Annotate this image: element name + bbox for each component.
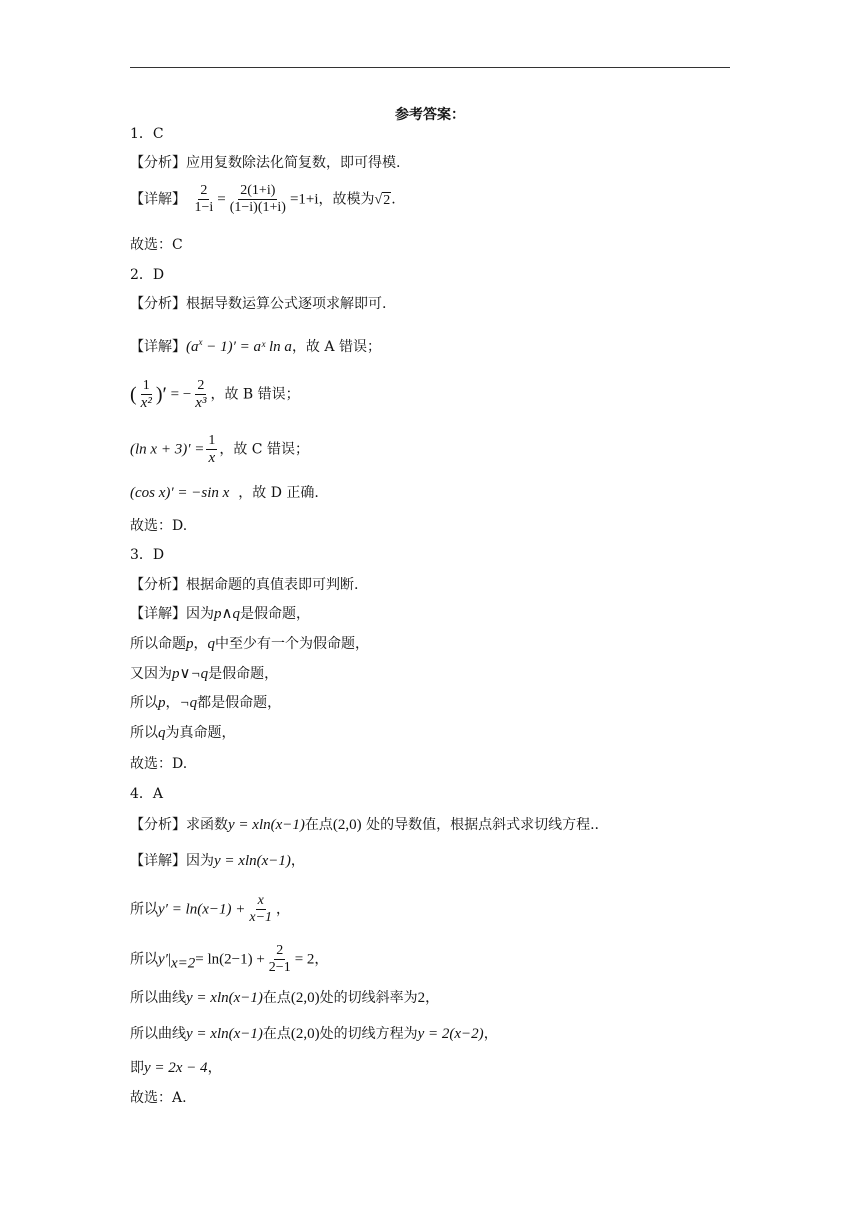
text: 处的导数值，根据点斜式求切线方程.. [361, 817, 599, 833]
right-paren: )′ [155, 383, 167, 406]
text: 处的切线方程为 [319, 1026, 418, 1042]
text: 所以曲线 [130, 1026, 186, 1042]
equals-sign: = [217, 191, 226, 208]
q2-detail-line1 [130, 332, 381, 357]
fraction-denominator: 2−1 [268, 960, 291, 975]
fraction-numerator: 2 [276, 943, 284, 958]
detail-label: 【详解】 [130, 339, 186, 355]
q2-line2-tail: ，故 B 错误； [210, 386, 300, 403]
text: 即 [130, 1060, 144, 1076]
q3-detail-line5 [130, 723, 236, 743]
subscript: x=2 [170, 955, 196, 972]
q2-answer: 故选：D. [130, 518, 188, 534]
detail-label: 【详解】 [130, 191, 186, 208]
q3-analysis [130, 575, 358, 595]
math-expression: y = xln(x−1) [186, 990, 263, 1006]
q1-tail-text: ，故模为 [318, 191, 375, 208]
math-expression: (2,0) [290, 1026, 320, 1042]
text: ， [290, 853, 305, 869]
q4-detail-line4 [130, 988, 439, 1008]
math-expression: p [186, 636, 194, 652]
text: 都是假命题， [197, 695, 282, 711]
math-expression: $(a^x - 1)'$ [186, 337, 240, 355]
math-expression: ¬q [179, 695, 198, 711]
q2-analysis [130, 294, 386, 314]
q1-detail [130, 183, 396, 216]
q4-detail-line5 [130, 1024, 498, 1044]
text: 所以命题 [130, 636, 186, 652]
math-expression: p∨¬q [172, 666, 209, 682]
math-expression: (2,0) [332, 817, 362, 833]
text: 是假命题， [239, 606, 310, 622]
math-expression: y = xln(x−1) [228, 817, 305, 833]
math-expression: 2 [417, 990, 426, 1006]
fraction [206, 433, 217, 466]
math-expression: q [207, 636, 215, 652]
q1-analysis [130, 153, 400, 173]
q2-number: 2．D [130, 267, 165, 283]
fraction-numerator: 2(1+i) [240, 183, 276, 198]
fraction [267, 943, 293, 976]
fraction [228, 183, 288, 216]
left-paren: ( [130, 383, 137, 406]
q3-answer: 故选：D. [130, 756, 188, 772]
text: ， [425, 990, 440, 1006]
text: 因为 [186, 606, 214, 622]
q4-detail-line3 [130, 943, 328, 976]
text: 在点 [262, 1026, 291, 1042]
sqrt-radicand: 2 [383, 192, 391, 208]
text: ， [165, 695, 180, 711]
q2-detail-line3 [130, 433, 309, 466]
sqrt-expression: √2 [374, 192, 391, 208]
fraction-numerator: 1 [208, 433, 216, 448]
q3-detail-line4 [130, 693, 281, 713]
math-expression: y′ [158, 951, 168, 968]
text: 为真命题， [165, 725, 236, 741]
q3-detail-line2 [130, 634, 369, 654]
q2-line3-tail: ，故 C 错误； [219, 441, 309, 458]
fraction [192, 183, 215, 216]
q3-detail-line1 [130, 604, 310, 624]
math-expression: = − [166, 386, 192, 403]
q2-detail-line4 [130, 483, 319, 503]
fraction-numerator: 2 [200, 183, 208, 198]
math-expression: y = xln(x−1) [214, 853, 291, 869]
text: 所以曲线 [130, 990, 186, 1006]
detail-label: 【详解】 [130, 606, 186, 622]
math-expression: (ln x + 3)′ = [130, 441, 205, 458]
math-expression: p [158, 695, 166, 711]
text: 因为 [186, 853, 214, 869]
analysis-label: 【分析】 [130, 296, 186, 312]
math-expression: (cos x)′ = −sin x [130, 485, 230, 501]
text: 又因为 [130, 666, 172, 682]
q4-answer: 故选：A. [130, 1090, 187, 1106]
text: 所以 [130, 695, 158, 711]
fraction-denominator: x [208, 450, 216, 466]
text: 所以 [130, 951, 158, 968]
q3-number: 3．D [130, 547, 165, 563]
text: 在点 [304, 817, 333, 833]
q4-detail-line1 [130, 851, 305, 871]
text: 是假命题， [208, 666, 279, 682]
text: 在点 [262, 990, 291, 1006]
q4-number: 4．A [130, 786, 164, 802]
fraction-numerator: 1 [142, 378, 150, 393]
analysis-label: 【分析】 [130, 155, 186, 171]
q2-line1-tail: ，故 A 错误； [291, 339, 381, 355]
math-expression: p∧q [214, 606, 240, 622]
text: 处的切线斜率为 [319, 990, 418, 1006]
fraction-denominator: (1−i)(1+i) [229, 200, 286, 215]
fraction [139, 378, 154, 411]
math-expression: y = 2(x−2) [417, 1026, 484, 1042]
math-expression: (2,0) [290, 990, 320, 1006]
evaluation-bar: | [167, 951, 171, 968]
header-rule [130, 67, 730, 68]
q4-analysis [130, 815, 599, 835]
math-expression: y = xln(x−1) [186, 1026, 263, 1042]
q2-analysis-text: 根据导数运算公式逐项求解即可. [186, 296, 387, 312]
text: 中至少有一个为假命题， [215, 636, 369, 652]
analysis-label: 【分析】 [130, 817, 186, 833]
math-expression: = aˣ ln a [239, 339, 292, 355]
text: 求函数 [186, 817, 228, 833]
q3-detail-line3 [130, 664, 278, 684]
text: ， [314, 951, 329, 968]
period: . [391, 191, 396, 208]
math-result: =1+i [289, 191, 319, 208]
fraction-denominator: x³ [195, 395, 207, 411]
q1-number: 1．C [130, 126, 164, 142]
text: ， [276, 901, 291, 918]
math-expression: y′ = ln(x−1) + [158, 901, 246, 918]
math-expression: = ln(2−1) + [195, 951, 265, 968]
detail-label: 【详解】 [130, 853, 186, 869]
fraction-numerator: 2 [197, 378, 205, 393]
fraction-numerator: x [257, 893, 264, 908]
analysis-label: 【分析】 [130, 577, 186, 593]
text: 所以 [130, 725, 158, 741]
math-expression: y = 2x − 4 [144, 1060, 208, 1076]
fraction [247, 893, 274, 926]
math-expression: q [158, 725, 166, 741]
q1-analysis-text: 应用复数除法化简复数，即可得模. [186, 155, 401, 171]
page-title: 参考答案： [395, 107, 465, 123]
text: ， [193, 636, 208, 652]
q4-detail-line2 [130, 893, 290, 926]
fraction-denominator: x−1 [249, 910, 273, 925]
text: ， [207, 1060, 222, 1076]
q2-line4-tail: ，故 D 正确. [238, 485, 319, 501]
fraction [193, 378, 208, 411]
text: 所以 [130, 901, 158, 918]
q4-detail-line6 [130, 1058, 222, 1078]
fraction-denominator: x² [140, 395, 152, 411]
fraction-denominator: 1−i [194, 200, 214, 215]
q1-answer: 故选：C [130, 237, 183, 253]
math-expression: = 2 [294, 951, 315, 968]
q2-detail-line2 [130, 378, 300, 411]
text: ， [483, 1026, 498, 1042]
q3-analysis-text: 根据命题的真值表即可判断. [186, 577, 359, 593]
